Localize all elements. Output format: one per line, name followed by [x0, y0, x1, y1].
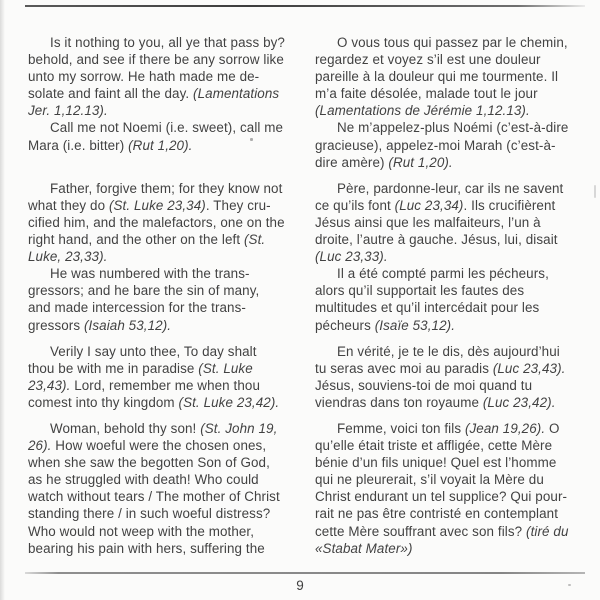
citation-text: (Luc 23,33). — [315, 249, 388, 265]
text-line — [28, 454, 293, 471]
paragraph — [28, 343, 293, 411]
body-text: and made intercession for the trans- — [28, 300, 246, 316]
paragraph — [28, 180, 293, 265]
body-text: Femme, voici ton fils — [337, 420, 465, 436]
text-line — [28, 265, 293, 282]
body-text: alors qu’il supportait les fautes des — [315, 283, 525, 299]
text-line — [315, 420, 580, 437]
body-text: He was numbered with the trans- — [50, 266, 250, 282]
text-line — [315, 488, 580, 505]
text-line — [315, 68, 580, 85]
scan-speck — [250, 138, 253, 141]
text-line — [315, 214, 580, 231]
text-line — [28, 248, 293, 265]
text-line — [315, 85, 580, 102]
text-line — [315, 51, 580, 68]
body-text: bearing his pain with hers, suffering the — [28, 540, 265, 556]
citation-text: (St. Luke — [198, 360, 253, 376]
body-text: Ne m’appelez-plus Noémi (c’est-à-dire — [337, 120, 569, 136]
body-text: gressors; and he bare the sin of many, — [28, 283, 260, 299]
body-text: cette Mère souffrant avec son fils? — [315, 523, 527, 539]
footer-rule — [25, 572, 585, 574]
body-text: gracieuse), appelez-moi Marah (c’est-à- — [315, 137, 556, 153]
body-text: regardez et voyez s’il est une douleur — [315, 52, 541, 68]
citation-text: (St. John 19, — [200, 420, 278, 436]
text-line — [28, 377, 293, 394]
text-line — [28, 214, 293, 231]
paragraph — [28, 420, 293, 557]
top-edge-rule — [25, 5, 585, 7]
text-line — [28, 317, 293, 334]
body-text: solate and faint all the day. — [28, 86, 194, 102]
body-text: comest into thy kingdom — [28, 394, 179, 410]
text-line — [28, 102, 293, 119]
text-line — [315, 505, 580, 522]
body-text: Father, forgive them; for they know not — [50, 180, 283, 196]
paragraph — [315, 343, 580, 411]
text-line — [28, 299, 293, 316]
body-text: behold, and see if there be any sorrow like — [28, 52, 284, 68]
body-text: rait ne pas être contristé en contemplant — [315, 506, 559, 522]
text-line — [28, 420, 293, 437]
paragraph — [28, 265, 293, 333]
column-fr — [315, 34, 580, 171]
column-fr — [315, 180, 580, 334]
body-text: Woman, behold thy son! — [50, 420, 201, 436]
body-text: as he struggled with death! Who could — [28, 472, 259, 488]
citation-text: Luke, 23,33). — [28, 249, 108, 265]
column-en — [28, 343, 293, 411]
citation-text: (St. Luke 23,34) — [108, 197, 206, 213]
text-line — [315, 299, 580, 316]
column-fr — [315, 343, 580, 411]
text-line — [28, 137, 293, 154]
text-columns — [28, 34, 580, 566]
text-line — [28, 68, 293, 85]
text-line — [315, 231, 580, 248]
body-text: standing there / in such woeful distress? — [28, 506, 271, 522]
scan-speck — [594, 185, 596, 198]
text-line — [28, 437, 293, 454]
body-text: multitudes et qu’il intercédait pour les — [315, 300, 540, 316]
text-line — [28, 51, 293, 68]
text-line — [28, 471, 293, 488]
body-text: Il a été compté parmi les pécheurs, — [337, 266, 549, 282]
citation-text: (tiré du — [526, 523, 569, 539]
text-line — [28, 343, 293, 360]
citation-text: (Isaiah 53,12). — [83, 317, 172, 333]
body-text: Jésus ainsi que les malfaiteurs, l’un à — [315, 214, 541, 230]
text-line — [315, 154, 580, 171]
citation-text: (Rut 1,20). — [128, 137, 193, 153]
column-en — [28, 180, 293, 334]
body-text: cified him, and the malefactors, one on the — [28, 214, 285, 230]
citation-text: (Luc 23,43). — [492, 360, 566, 376]
text-line — [315, 471, 580, 488]
body-text: O — [545, 420, 560, 436]
body-text: droite, l’autre à gauche. Jésus, lui, disait — [315, 232, 558, 248]
body-text: Christ endurant un tel supplice? Qui pour- — [315, 489, 568, 505]
text-line — [28, 360, 293, 377]
text-line — [28, 119, 293, 136]
body-text: Jésus, souviens-toi de moi quand tu — [315, 377, 533, 393]
paragraph — [315, 265, 580, 333]
column-fr — [315, 420, 580, 557]
body-text: Lord, remember me when thou — [70, 377, 261, 393]
body-text: dire amère) — [315, 154, 389, 170]
text-line — [315, 197, 580, 214]
body-text: viendras dans ton royaume — [315, 394, 483, 410]
text-line — [315, 454, 580, 471]
body-text: Père, pardonne-leur, car ils ne savent — [337, 180, 564, 196]
body-text: Mara (i.e. bitter) — [28, 137, 129, 153]
text-line — [315, 34, 580, 51]
text-line — [315, 343, 580, 360]
text-line — [315, 437, 580, 454]
text-line — [315, 523, 580, 540]
text-line — [28, 505, 293, 522]
paragraph — [28, 34, 293, 119]
text-row — [28, 343, 580, 411]
citation-text: (Luc 23,34) — [394, 197, 464, 213]
body-text: when she saw the begotten Son of God, — [28, 455, 270, 471]
citation-text: 26). — [28, 438, 52, 454]
body-text: Call me not Noemi (i.e. sweet), call me — [50, 120, 284, 136]
text-line — [315, 248, 580, 265]
text-line — [28, 85, 293, 102]
paragraph — [28, 119, 293, 153]
citation-text: (Luc 23,42). — [482, 394, 556, 410]
citation-text: Jer. 1,12.13). — [28, 103, 108, 119]
citation-text: (Isaïe 53,12). — [374, 317, 456, 333]
scan-edge-shadow — [0, 0, 5, 600]
text-line — [315, 360, 580, 377]
text-line — [28, 231, 293, 248]
body-text: watch without tears / The mother of Christ — [28, 489, 280, 505]
body-text: m’a faite désolée, malade tout le jour — [315, 86, 538, 102]
text-row — [28, 420, 580, 557]
citation-text: (Jean 19,26). — [464, 420, 546, 436]
text-line — [315, 394, 580, 411]
body-text: thou be with me in paradise — [28, 360, 199, 376]
text-line — [315, 540, 580, 557]
text-row — [28, 34, 580, 171]
body-text: tu seras avec moi au paradis — [315, 360, 493, 376]
text-line — [28, 282, 293, 299]
citation-text: (Lamentations — [193, 86, 280, 102]
body-text: bénie d’un fils unique! Quel est l’homme — [315, 455, 557, 471]
citation-text: «Stabat Mater») — [315, 540, 413, 556]
body-text: qu’elle était triste et affligée, cette Mère — [315, 438, 553, 454]
body-text: O vous tous qui passez par le chemin, — [337, 35, 568, 50]
text-line — [28, 540, 293, 557]
paragraph — [315, 34, 580, 119]
paragraph — [315, 119, 580, 170]
body-text: pareille à la douleur qui me tourmente. Il — [315, 69, 559, 85]
text-line — [28, 180, 293, 197]
body-text: Who would not weep with the mother, — [28, 523, 255, 539]
text-line — [315, 282, 580, 299]
body-text: Is it nothing to you, all ye that pass by? — [50, 35, 285, 50]
citation-text: 23,43). — [28, 377, 71, 393]
column-en — [28, 420, 293, 557]
paragraph — [315, 180, 580, 265]
body-text: . They cru- — [205, 197, 271, 213]
page-number: 9 — [296, 578, 304, 593]
paragraph — [315, 420, 580, 557]
body-text: How woeful were the chosen ones, — [51, 438, 267, 454]
citation-text: (Rut 1,20). — [388, 154, 453, 170]
body-text: Verily I say unto thee, To day shalt — [50, 343, 257, 359]
citation-text: (Lamentations de Jérémie 1,12.13). — [315, 103, 530, 119]
text-line — [315, 180, 580, 197]
text-line — [315, 377, 580, 394]
text-line — [315, 119, 580, 136]
body-text: . Ils crucifièrent — [463, 197, 556, 213]
text-line — [28, 197, 293, 214]
column-en — [28, 34, 293, 171]
body-text: ce qu’ils font — [315, 197, 395, 213]
body-text: gressors — [28, 317, 84, 333]
body-text: what they do — [28, 197, 109, 213]
body-text: En vérité, je te le dis, dès aujourd’hui — [337, 343, 560, 359]
text-line — [315, 317, 580, 334]
text-line — [28, 394, 293, 411]
body-text: right hand, and the other on the left — [28, 232, 244, 248]
text-line — [315, 137, 580, 154]
text-line — [315, 102, 580, 119]
citation-text: (St. Luke 23,42). — [178, 394, 280, 410]
text-line — [28, 523, 293, 540]
text-row — [28, 180, 580, 334]
text-line — [315, 265, 580, 282]
text-line — [28, 34, 293, 51]
text-line — [28, 488, 293, 505]
body-text: qui ne pleurerait, s’il voyait la Mère du — [315, 472, 544, 488]
body-text: pécheurs — [315, 317, 375, 333]
citation-text: (St. — [243, 232, 266, 248]
body-text: unto my sorrow. He hath made me de- — [28, 69, 260, 85]
